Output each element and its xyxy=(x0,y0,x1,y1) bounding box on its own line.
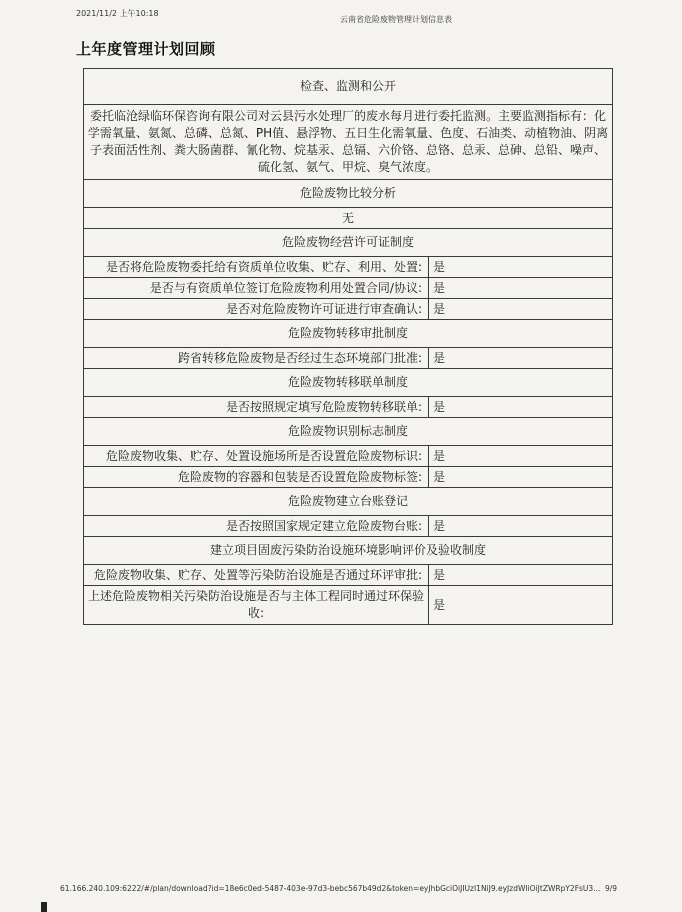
answer-value: 是 xyxy=(429,257,613,278)
qa-row xyxy=(84,446,613,467)
plan-review-table xyxy=(83,68,613,625)
section-header-transfer-manifest: 危险废物转移联单制度 xyxy=(84,369,613,397)
qa-row xyxy=(84,348,613,369)
qa-row xyxy=(84,257,613,278)
section-header-labeling: 危险废物识别标志制度 xyxy=(84,418,613,446)
section-row-inspection xyxy=(84,69,613,105)
section-header-inspection: 检查、监测和公开 xyxy=(84,69,613,105)
answer-value: 是 xyxy=(429,299,613,320)
monitoring-description: 委托临沧绿临环保咨询有限公司对云县污水处理厂的废水每月进行委托监测。主要监测指标有：化学需氧量、氨氮、总磷、总氮、PH值、悬浮物、五日生化需氧量、色度、石油类、动植物油、阴离子表面活性剂、粪大肠菌群、氰化物、烷基汞、总镉、六价铬、总铬、总汞、总砷、总铅、噪声、硫化氢、氨气、甲烷、臭气浓度。 xyxy=(84,105,613,180)
section-header-transfer-approval: 危险废物转移审批制度 xyxy=(84,320,613,348)
section-header-comparison: 危险废物比较分析 xyxy=(84,180,613,208)
qa-row xyxy=(84,516,613,537)
answer-value: 是 xyxy=(429,278,613,299)
comparison-value: 无 xyxy=(84,208,613,229)
qa-row xyxy=(84,278,613,299)
answer-value: 是 xyxy=(429,446,613,467)
qa-row xyxy=(84,586,613,625)
section-header-ledger: 危险废物建立台账登记 xyxy=(84,488,613,516)
answer-value: 是 xyxy=(429,348,613,369)
question-label: 是否按照国家规定建立危险废物台账: xyxy=(84,516,429,537)
qa-row xyxy=(84,565,613,586)
section-header-license: 危险废物经营许可证制度 xyxy=(84,229,613,257)
page-number: 9/9 xyxy=(605,884,618,893)
page-title: 上年度管理计划回顾 xyxy=(76,40,216,58)
answer-value: 是 xyxy=(429,565,613,586)
download-url: 61.166.240.109:6222/#/plan/download?id=18e6c0ed-5487-403e-97d3-bebc567b49d2&token=eyJhbGciOiJIUzI1NiJ9.eyJzdWIiOiJtZWRpY2FsU3... xyxy=(60,884,601,893)
section-row-transfer-approval xyxy=(84,320,613,348)
answer-value: 是 xyxy=(429,586,613,625)
answer-value: 是 xyxy=(429,397,613,418)
section-header-eia: 建立项目固废污染防治设施环境影响评价及验收制度 xyxy=(84,537,613,565)
section-row-ledger xyxy=(84,488,613,516)
question-label: 是否与有资质单位签订危险废物利用处置合同/协议: xyxy=(84,278,429,299)
answer-value: 是 xyxy=(429,467,613,488)
comparison-value-row xyxy=(84,208,613,229)
question-label: 跨省转移危险废物是否经过生态环境部门批准: xyxy=(84,348,429,369)
scan-corner-mark xyxy=(41,902,47,912)
document-title: 云南省危险废物管理计划信息表 xyxy=(340,15,452,24)
question-label: 危险废物收集、贮存、处置设施场所是否设置危险废物标识: xyxy=(84,446,429,467)
answer-value: 是 xyxy=(429,516,613,537)
qa-row xyxy=(84,467,613,488)
section-row-license xyxy=(84,229,613,257)
question-label: 危险废物的容器和包装是否设置危险废物标签: xyxy=(84,467,429,488)
question-label: 是否按照规定填写危险废物转移联单: xyxy=(84,397,429,418)
section-row-labeling xyxy=(84,418,613,446)
question-label: 危险废物收集、贮存、处置等污染防治设施是否通过环评审批: xyxy=(84,565,429,586)
qa-row xyxy=(84,397,613,418)
section-row-eia xyxy=(84,537,613,565)
question-label: 是否对危险废物许可证进行审查确认: xyxy=(84,299,429,320)
section-row-comparison xyxy=(84,180,613,208)
question-label: 是否将危险废物委托给有资质单位收集、贮存、利用、处置: xyxy=(84,257,429,278)
question-label: 上述危险废物相关污染防治设施是否与主体工程同时通过环保验收: xyxy=(84,586,429,625)
monitoring-row xyxy=(84,105,613,180)
qa-row xyxy=(84,299,613,320)
section-row-transfer-manifest xyxy=(84,369,613,397)
print-datetime: 2021/11/2 上午10:18 xyxy=(76,9,159,18)
